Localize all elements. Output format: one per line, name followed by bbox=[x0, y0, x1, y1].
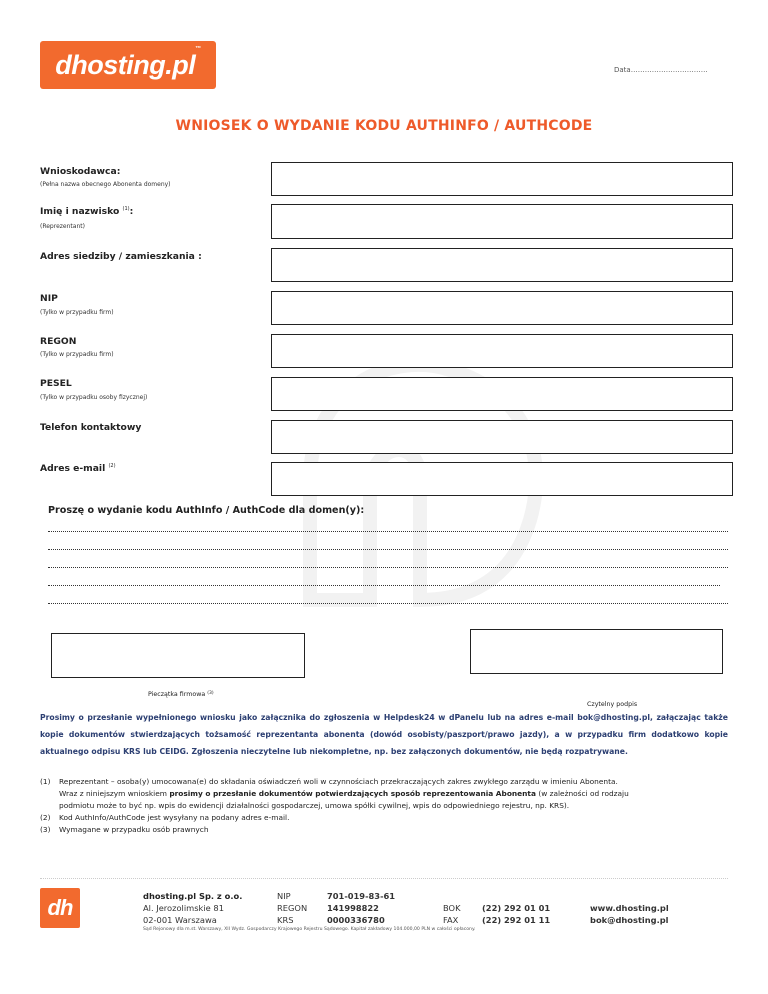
footer-legal: Sąd Rejonowy dla m.st. Warszawy, XII Wydz. Gospodarczy Krajowego Rejestru Sądowego. Kapitał zakładowy 104.000,00 PLN w całości opłacony. bbox=[143, 927, 476, 932]
footer-contact-labels: BOK FAX bbox=[443, 903, 461, 925]
nip-sublabel: (Tylko w przypadku firm) bbox=[40, 309, 114, 316]
representant-input[interactable] bbox=[271, 204, 733, 239]
date-field[interactable]: Data…………………………… bbox=[614, 66, 708, 74]
footnotes bbox=[40, 776, 730, 836]
pesel-input[interactable] bbox=[271, 377, 733, 411]
signature-box[interactable] bbox=[470, 629, 723, 674]
dh-footer-logo: dh bbox=[40, 888, 80, 928]
regon-sublabel: (Tylko w przypadku firm) bbox=[40, 351, 114, 358]
pesel-label: PESEL bbox=[40, 378, 72, 389]
regon-label: REGON bbox=[40, 336, 77, 347]
representant-sublabel: (Reprezentant) bbox=[40, 223, 85, 230]
domain-line-5[interactable] bbox=[48, 603, 728, 604]
dhosting-logo: dhosting.pl™ bbox=[40, 41, 216, 89]
company-stamp-caption: Pieczątka firmowa $^{(3)}$ bbox=[148, 691, 214, 698]
company-stamp-box[interactable] bbox=[51, 633, 305, 678]
address-input[interactable] bbox=[271, 248, 733, 282]
signature-caption: Czytelny podpis bbox=[587, 701, 638, 708]
pesel-sublabel: (Tylko w przypadku osoby fizycznej) bbox=[40, 394, 148, 401]
phone-label: Telefon kontaktowy bbox=[40, 422, 142, 433]
footer-web bbox=[590, 902, 669, 926]
footnote-2: (2) Kod AuthInfo/AuthCode jest wysyłany na podany adres e-mail. bbox=[40, 813, 290, 822]
email-input[interactable] bbox=[271, 462, 733, 496]
applicant-sublabel: (Pełna nazwa obecnego Abonenta domeny) bbox=[40, 181, 171, 188]
nip-input[interactable] bbox=[271, 291, 733, 325]
domain-line-2[interactable] bbox=[48, 549, 728, 550]
domain-line-1[interactable] bbox=[48, 531, 728, 532]
representant-label: Imię i nazwisko $^{(1)}$: bbox=[40, 206, 134, 217]
address-label: Adres siedziby / zamieszkania : bbox=[40, 251, 202, 262]
nip-label: NIP bbox=[40, 293, 58, 304]
footnote-1: (1) Reprezentant – osoba(y) umocowana(e) do składania oświadczeń woli w czynnościach przekraczających zakres zwykłego zarządu w imieniu Abonenta. Wraz z niniejszym wnioskiem prosimy o przesłanie dokumentów potwierdzających sposób reprezentowania Abonenta (w zależności od rodzaju podmiotu może to być np. wpis do ewidencji działalności gospodarczej, umowa spółki cywilnej, wpis do odpowiedniego rejestru, np. KRS). bbox=[40, 777, 629, 810]
footer-email-link[interactable]: bok@dhosting.pl bbox=[590, 915, 669, 925]
footnote-3: (3) Wymagane w przypadku osób prawnych bbox=[40, 825, 209, 834]
footer-website-link[interactable]: www.dhosting.pl bbox=[590, 903, 669, 913]
footer-divider bbox=[40, 878, 728, 879]
email-label: Adres e-mail $^{(2)}$ bbox=[40, 463, 116, 474]
domain-request-label: Proszę o wydanie kodu AuthInfo / AuthCode dla domen(y): bbox=[48, 505, 365, 516]
document-title: WNIOSEK O WYDANIE KODU AUTHINFO / AUTHCODE bbox=[175, 118, 593, 134]
applicant-input[interactable] bbox=[271, 162, 733, 196]
footer-contact-values: (22) 292 01 01 (22) 292 01 11 bbox=[482, 903, 551, 925]
regon-input[interactable] bbox=[271, 334, 733, 368]
phone-input[interactable] bbox=[271, 420, 733, 454]
applicant-label: Wnioskodawca: bbox=[40, 166, 121, 177]
footer-company: dhosting.pl Sp. z o.o. Al. Jerozolimskie 81 02-001 Warszawa bbox=[143, 891, 243, 925]
footer-registry-labels: NIP REGON KRS bbox=[277, 891, 308, 925]
footer-registry-values: 701-019-83-61 141998822 0000336780 bbox=[327, 891, 396, 925]
domain-line-3[interactable] bbox=[48, 567, 728, 568]
submission-notice: Prosimy o przesłanie wypełnionego wniosku jako załącznika do zgłoszenia w Helpdesk24 w dPanelu lub na adres e-mail bok@dhosting.pl, załączając także kopie dokumentów stwierdzających tożsamość reprezentanta abonenta (dowód osobisty/paszport/prawo jazdy), a w przypadku firm dodatkowo kopie aktualnego odpisu KRS lub CEIDG. Zgłoszenia nieczytelne lub niekompletne, np. bez załączonych dokumentów, nie będą rozpatrywane. bbox=[40, 713, 728, 756]
domain-line-4[interactable] bbox=[48, 585, 720, 586]
